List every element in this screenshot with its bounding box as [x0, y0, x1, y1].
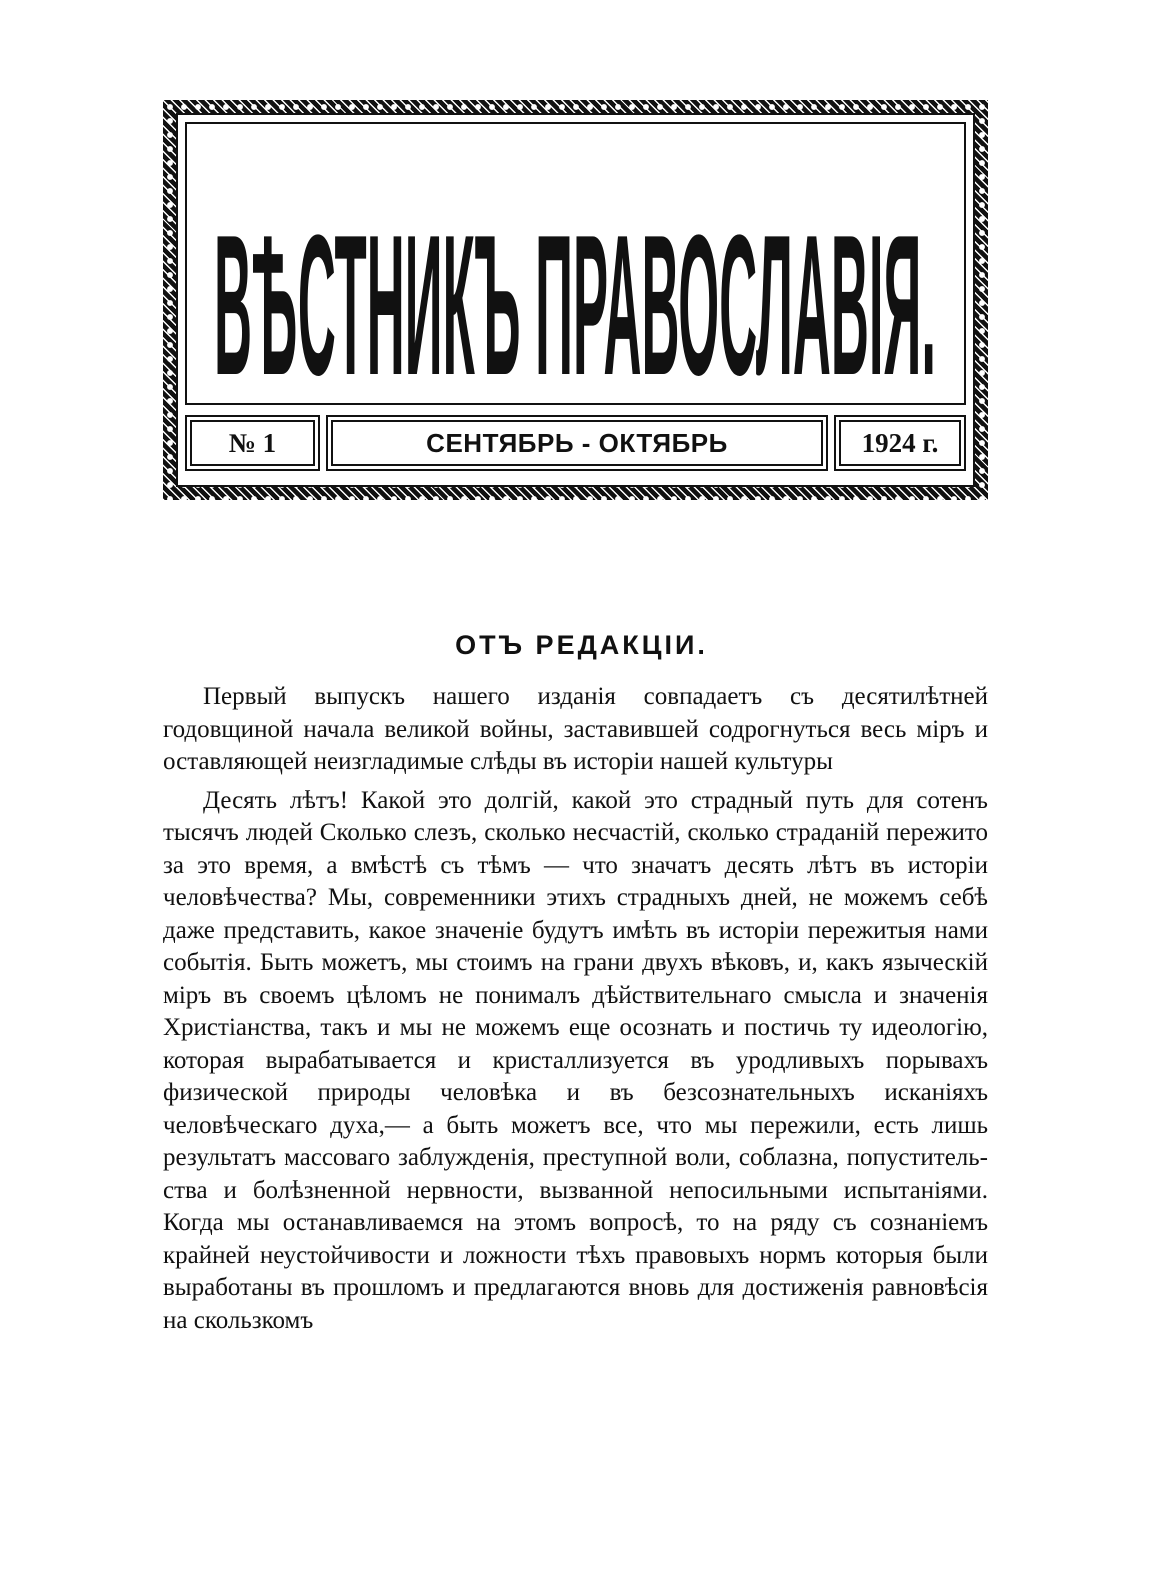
title-panel	[185, 122, 966, 405]
article-body	[163, 681, 988, 1337]
article-paragraph-2: Десять лѣтъ! Какой это долгій, какой это страдный путь для сотенъ тысячъ людей Сколько слезъ, сколько несчастій, сколько страданій пережито за это время, а вмѣстѣ съ тѣмъ — что значатъ десять лѣтъ въ исторіи человѣчества? Мы, современники этихъ страдныхъ дней, не можемъ себѣ даже представить, какое значеніе будутъ имѣть въ исторіи пережитыя нами событія. Быть можетъ, мы стоимъ на грани двухъ вѣковъ, и, какъ языческій міръ въ своемъ цѣломъ не понималъ дѣйствительнаго смысла и значенія Христіанства, такъ и мы не можемъ еще осознать и постичь ту идеологію, которая вырабатывается и кристаллизуется въ уродливыхъ порывахъ физической природы человѣка и въ безсознательныхъ исканіяхъ человѣческаго духа,— а быть можетъ все, что мы пережили, есть лишь результатъ массоваго заблужденія, преступной воли, соблазна, попустительства и болѣзненной нервности, вызванной непосильными испытаніями. Когда мы останавливаемся на этомъ вопросѣ, то на ряду съ сознаніемъ крайней неустойчивости и ложности тѣхъ правовыхъ нормъ которыя были выработаны въ прошломъ и предлагаются вновь для достиженія равновѣсія на скользкомъ	[163, 786, 988, 1334]
issue-info-row	[185, 415, 966, 471]
masthead-frame	[163, 100, 988, 500]
journal-title-art	[187, 124, 964, 403]
masthead-inner	[176, 113, 975, 487]
journal-title: ВѢСТНИКЪ ПРАВОСЛАВІЯ.	[214, 194, 937, 403]
issue-year: 1924 г.	[834, 415, 966, 471]
issue-number: № 1	[185, 415, 320, 471]
article-heading: ОТЪ РЕДАКЦІИ.	[455, 630, 708, 660]
issue-months: СЕНТЯБРЬ - ОКТЯБРЬ	[326, 415, 828, 471]
article-paragraph-1: Первый выпускъ нашего изданія совпадаетъ съ десятилѣтней годовщиной начала великой войны, заставившей содрогнуться весь міръ и оставляющей неизгладимые слѣды въ исторіи нашей культуры	[163, 683, 988, 775]
